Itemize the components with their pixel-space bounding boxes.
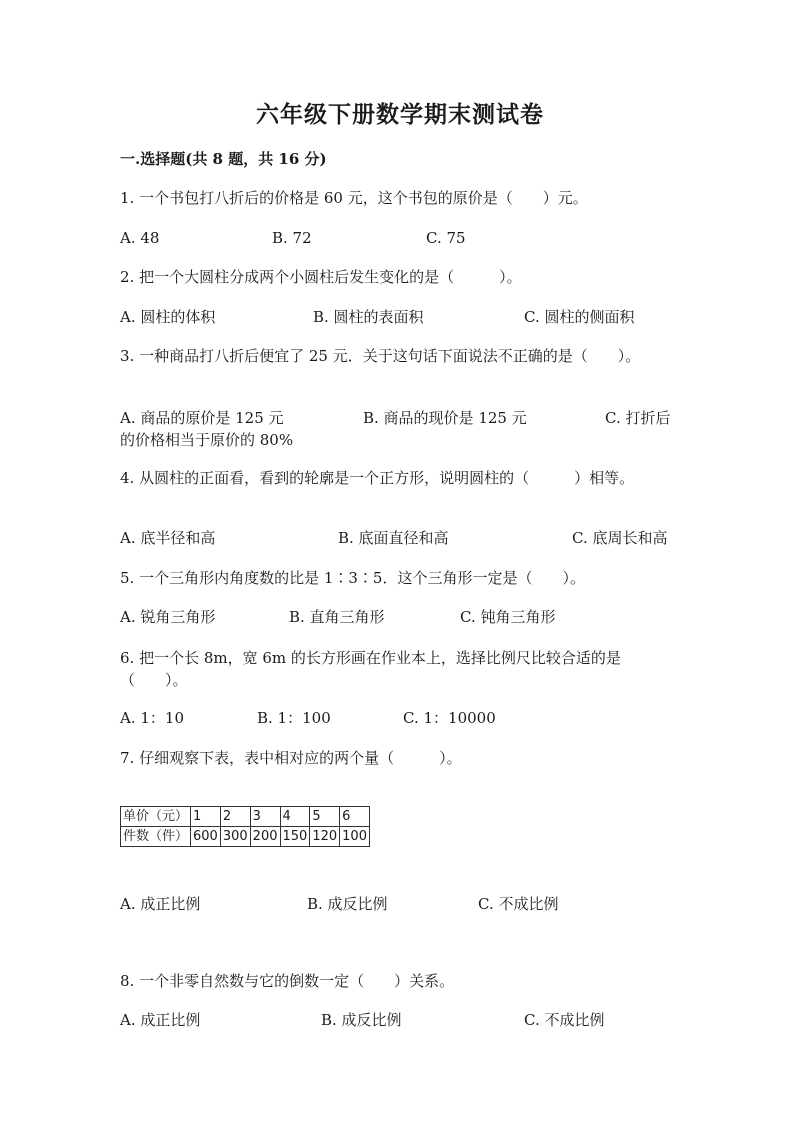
option-a[interactable]: A. 商品的原价是 125 元 xyxy=(120,409,284,427)
option-a[interactable]: A. 成正比例 xyxy=(120,895,201,913)
option-b[interactable]: B. 直角三角形 xyxy=(289,608,385,626)
option-c[interactable]: C. 圆柱的侧面积 xyxy=(524,308,635,326)
option-c[interactable]: C. 钝角三角形 xyxy=(460,608,556,626)
option-c[interactable]: C. 底周长和高 xyxy=(572,529,668,547)
option-c[interactable]: C. 1：10000 xyxy=(403,709,496,727)
question-3-options xyxy=(120,407,680,451)
option-b[interactable]: B. 圆柱的表面积 xyxy=(313,308,424,326)
question-3: 3. 一种商品打八折后便宜了 25 元．关于这句话下面说法不正确的是（ ）。 xyxy=(120,347,641,365)
question-4: 4. 从圆柱的正面看，看到的轮廓是一个正方形，说明圆柱的（ ）相等。 xyxy=(120,469,635,487)
option-a[interactable]: A. 1：10 xyxy=(120,709,184,727)
question-8: 8. 一个非零自然数与它的倒数一定（ ）关系。 xyxy=(120,972,455,990)
row-header: 件数（件） xyxy=(121,827,191,847)
option-b[interactable]: B. 72 xyxy=(272,229,312,247)
question-7: 7. 仔细观察下表，表中相对应的两个量（ ）。 xyxy=(120,749,462,767)
option-a[interactable]: A. 底半径和高 xyxy=(120,529,216,547)
table-cell: 120 xyxy=(310,827,340,847)
question-1: 1. 一个书包打八折后的价格是 60 元，这个书包的原价是（ ）元。 xyxy=(120,189,588,207)
section-heading: 一.选择题(共 8 题，共 16 分) xyxy=(120,150,327,168)
table-cell: 100 xyxy=(340,827,370,847)
option-b[interactable]: B. 成反比例 xyxy=(307,895,388,913)
option-a[interactable]: A. 锐角三角形 xyxy=(120,608,216,626)
option-c[interactable]: C. 打折后 xyxy=(605,409,671,427)
table-cell: 6 xyxy=(340,807,370,827)
option-b[interactable]: B. 成反比例 xyxy=(321,1011,402,1029)
table-cell: 600 xyxy=(191,827,221,847)
table-cell: 300 xyxy=(220,827,250,847)
table-cell: 150 xyxy=(280,827,310,847)
table-cell: 3 xyxy=(250,807,280,827)
table-cell: 4 xyxy=(280,807,310,827)
question-6: 6. 把一个长 8m，宽 6m 的长方形画在作业本上，选择比例尺比较合适的是（ ）。 xyxy=(120,649,621,689)
option-c[interactable]: C. 不成比例 xyxy=(478,895,559,913)
option-c[interactable]: C. 75 xyxy=(426,229,466,247)
option-c[interactable]: C. 不成比例 xyxy=(524,1011,605,1029)
price-quantity-table xyxy=(120,806,370,847)
option-a[interactable]: A. 圆柱的体积 xyxy=(120,308,216,326)
option-c-continuation: 的价格相当于原价的 80% xyxy=(120,431,294,449)
option-a[interactable]: A. 成正比例 xyxy=(120,1011,201,1029)
option-b[interactable]: B. 1：100 xyxy=(257,709,331,727)
table-cell: 1 xyxy=(191,807,221,827)
table-cell: 200 xyxy=(250,827,280,847)
option-b[interactable]: B. 商品的现价是 125 元 xyxy=(363,409,527,427)
option-a[interactable]: A. 48 xyxy=(120,229,160,247)
page-title: 六年级下册数学期末测试卷 xyxy=(256,101,544,128)
table-row xyxy=(121,807,370,827)
table-row xyxy=(121,827,370,847)
table-cell: 2 xyxy=(220,807,250,827)
question-5: 5. 一个三角形内角度数的比是 1∶3∶5．这个三角形一定是（ ）。 xyxy=(120,569,585,587)
question-2: 2. 把一个大圆柱分成两个小圆柱后发生变化的是（ ）。 xyxy=(120,268,522,286)
table-cell: 5 xyxy=(310,807,340,827)
option-b[interactable]: B. 底面直径和高 xyxy=(338,529,449,547)
row-header: 单价（元） xyxy=(121,807,191,827)
